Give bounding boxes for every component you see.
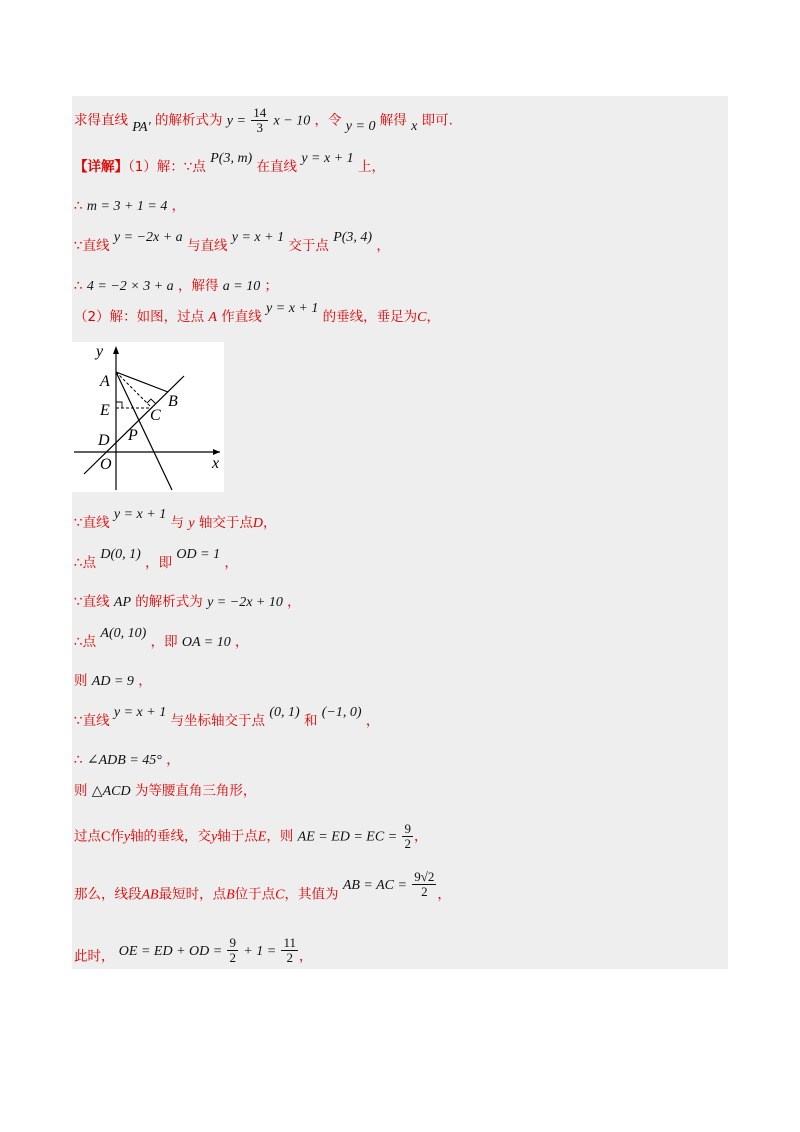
text: 的解析式为 xyxy=(135,594,203,610)
math: y xyxy=(123,829,131,845)
solution-line-13 xyxy=(74,751,180,770)
text: 那么，线段 xyxy=(74,886,142,903)
fraction: $\frac{9}{2}$ xyxy=(229,935,236,965)
coordinate-diagram xyxy=(72,342,224,492)
math: y xyxy=(211,829,218,845)
math: D xyxy=(252,516,263,531)
solution-line-16 xyxy=(74,869,451,909)
text: 轴于点 xyxy=(217,828,258,845)
text: ， xyxy=(224,555,238,571)
detail-heading: 【详解】 xyxy=(74,159,128,175)
math: x xyxy=(411,118,418,134)
text: ，其值为 xyxy=(284,886,339,903)
segment-ac xyxy=(116,372,152,408)
solution-line-8 xyxy=(74,547,238,573)
solution-line-9 xyxy=(74,593,301,612)
right-angle-mark-c xyxy=(147,399,156,404)
text: ∴ xyxy=(74,198,83,214)
text: 与坐标轴交于点 xyxy=(170,713,266,729)
label-d: D xyxy=(98,432,110,449)
text: ， xyxy=(262,515,277,531)
math: y = x + 1 xyxy=(301,151,354,166)
text: 则 xyxy=(74,673,88,689)
text: 作 xyxy=(110,828,124,845)
text: ， xyxy=(413,828,428,845)
math: y = 0 xyxy=(345,118,376,134)
text: ∴ xyxy=(74,752,83,768)
solution-line-10 xyxy=(74,626,249,652)
coordinate-figure xyxy=(72,342,224,492)
text: 轴的垂线，交 xyxy=(130,828,212,845)
label-p: P xyxy=(128,427,138,444)
math: y = x + 1 xyxy=(113,705,167,720)
text: ， xyxy=(138,673,152,689)
y-axis-arrow-icon xyxy=(113,346,119,354)
math: OD = 1 xyxy=(176,547,221,562)
math: P(3, m) xyxy=(210,151,253,166)
math: (−1, 0) xyxy=(321,705,362,720)
text: ， xyxy=(376,238,390,254)
fraction: $\frac{9√2}{2}$ xyxy=(414,869,435,899)
solution-line-3 xyxy=(74,197,185,216)
text: ， xyxy=(171,198,186,214)
math: y = x + 1 xyxy=(113,507,167,522)
text: 上， xyxy=(357,159,385,175)
text: 与直线 xyxy=(186,238,228,254)
text: ∵直线 xyxy=(74,238,110,254)
math: OE = ED + OD = xyxy=(118,943,223,959)
math: m = 3 + 1 = 4 xyxy=(86,199,168,214)
text: 则 xyxy=(74,783,88,799)
label-o: O xyxy=(100,456,112,473)
solution-line-12 xyxy=(74,705,380,731)
fraction: $\frac{11}{2}$ xyxy=(283,935,297,965)
math: AD = 9 xyxy=(91,674,134,689)
math: y = −2x + 10 xyxy=(207,595,283,610)
text: ∴点 xyxy=(74,634,97,650)
text: 的垂线，垂足为 xyxy=(322,309,418,325)
fraction: $\frac{9}{2}$ xyxy=(404,821,411,851)
solution-line-1 xyxy=(74,106,453,135)
text: 解得 xyxy=(379,112,407,129)
math: + 1 = xyxy=(243,943,277,959)
text: ，解得 xyxy=(177,278,219,294)
math: △ACD xyxy=(91,784,131,799)
label-a: A xyxy=(100,373,110,390)
math: y = xyxy=(226,113,246,129)
math: C xyxy=(275,887,285,903)
label-e: E xyxy=(100,402,110,419)
text: 过点 xyxy=(74,828,101,845)
text: ， xyxy=(437,886,451,903)
math: y = x + 1 xyxy=(231,230,285,245)
math: A(0, 10) xyxy=(100,626,147,641)
label-c: C xyxy=(150,407,161,424)
right-angle-mark-e xyxy=(116,402,122,408)
math: E xyxy=(257,829,267,845)
text: （1）解：∵点 xyxy=(128,159,206,175)
solution-line-11 xyxy=(74,672,152,691)
text: ， xyxy=(299,948,313,965)
text: ； xyxy=(264,278,279,294)
text: ， xyxy=(166,752,180,768)
label-b: B xyxy=(168,393,178,410)
solution-line-5 xyxy=(74,277,278,296)
text: 交于点 xyxy=(288,238,329,254)
solution-line-2 xyxy=(74,151,385,177)
text: 为等腰直角三角形， xyxy=(134,783,257,799)
text: ， xyxy=(287,594,301,610)
label-x: x xyxy=(212,455,220,472)
text: ， xyxy=(235,634,249,650)
text: ， xyxy=(426,309,441,325)
solution-line-17 xyxy=(74,935,313,971)
math: a = 10 xyxy=(222,279,261,294)
text: （2）解：如图，过点 xyxy=(74,309,205,325)
text: 即可. xyxy=(421,112,453,129)
text: ， xyxy=(365,713,380,729)
math: y = x + 1 xyxy=(266,301,319,316)
math: x − 10 xyxy=(273,113,311,129)
solution-line-4 xyxy=(74,230,390,256)
fraction: $\frac{14}{3}$ xyxy=(253,105,267,135)
solution-line-6 xyxy=(74,301,441,327)
text: 与 xyxy=(170,515,185,531)
text: 作直线 xyxy=(221,309,262,325)
math: OA = 10 xyxy=(181,635,231,650)
text: ∵直线 xyxy=(74,515,110,531)
text: 在直线 xyxy=(256,159,298,175)
math: AB = AC = xyxy=(342,877,407,893)
text: 位于点 xyxy=(234,886,276,903)
math: B xyxy=(226,887,235,903)
text: 的解析式为 xyxy=(154,112,223,129)
text: ∴ xyxy=(74,278,83,294)
solution-line-15 xyxy=(74,822,427,851)
text: ∵直线 xyxy=(74,594,110,610)
math: C xyxy=(101,829,111,845)
math: ∠ADB = 45° xyxy=(86,753,162,768)
math: (0, 1) xyxy=(269,705,300,720)
text: 轴交于点 xyxy=(198,515,253,531)
text: ，则 xyxy=(266,828,294,845)
math: y xyxy=(188,516,195,531)
math: P(3, 4) xyxy=(333,230,373,245)
text: ，即 xyxy=(145,555,173,571)
math: AP xyxy=(113,595,131,610)
label-y: y xyxy=(96,343,104,360)
math: D(0, 1) xyxy=(100,547,141,562)
text: 此时， xyxy=(74,948,115,965)
solution-line-7 xyxy=(74,507,277,533)
math: C xyxy=(417,310,427,325)
text: 求得直线 xyxy=(74,112,128,129)
text: 和 xyxy=(303,713,318,729)
math: AE = ED = EC = xyxy=(297,829,398,845)
text: ∴点 xyxy=(74,555,97,571)
solution-line-14 xyxy=(74,782,256,801)
math: AB xyxy=(141,887,159,903)
math: y = −2x + a xyxy=(113,230,183,245)
text: 最短时，点 xyxy=(158,886,227,903)
math: 4 = −2 × 3 + a xyxy=(86,279,174,294)
text: ，令 xyxy=(314,112,342,129)
text: ∵直线 xyxy=(74,713,110,729)
text: ，即 xyxy=(150,634,178,650)
math: A xyxy=(208,310,217,325)
math: PA′ xyxy=(132,119,151,135)
